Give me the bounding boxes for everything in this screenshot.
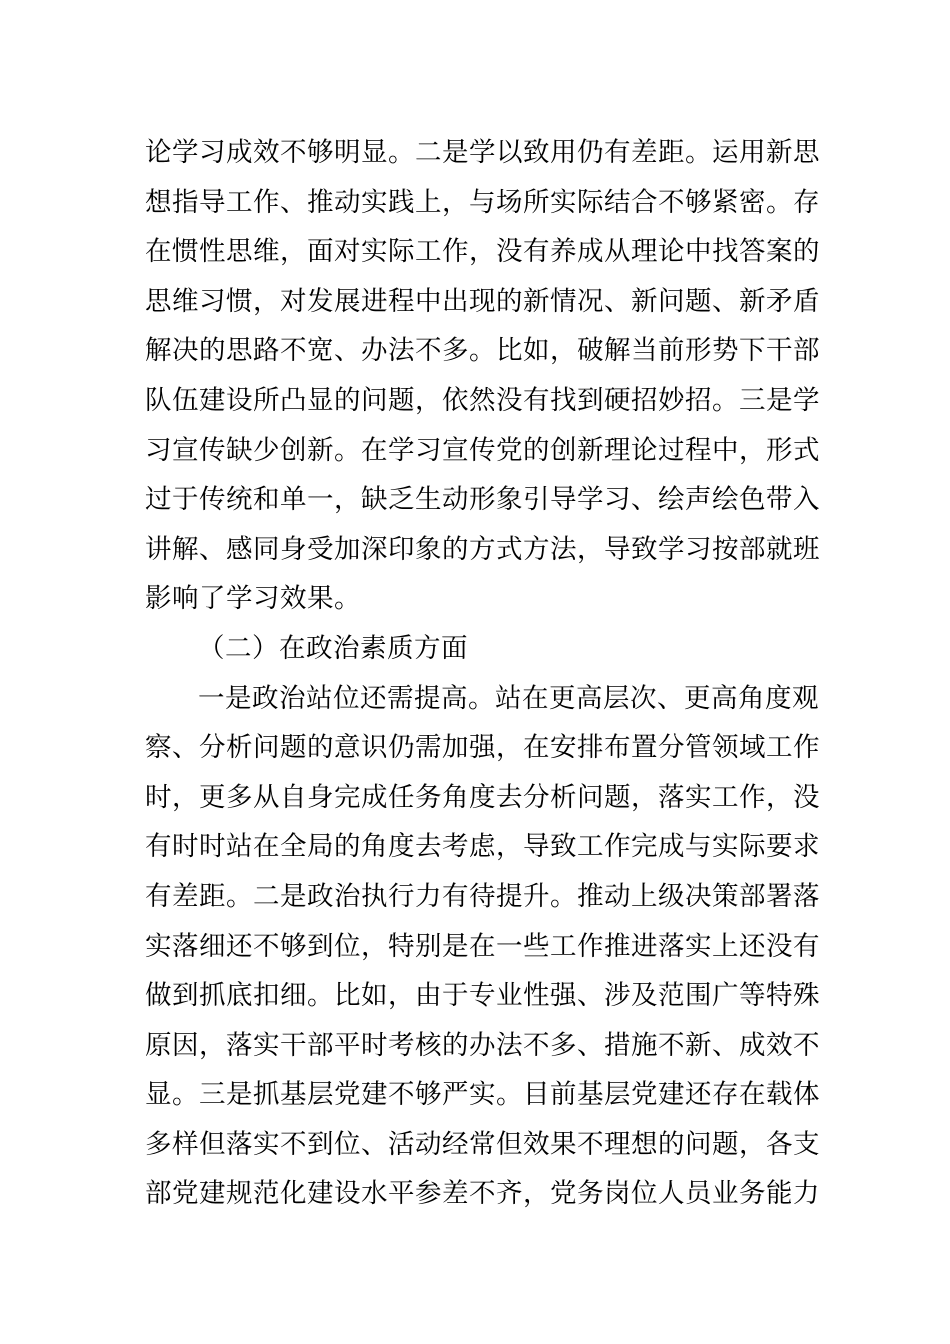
- text-line: 多样但落实不到位、活动经常但效果不理想的问题，各支: [145, 1128, 820, 1160]
- text-line: 习宣传缺少创新。在学习宣传党的创新理论过程中，形式: [145, 434, 820, 466]
- text-line: 显。三是抓基层党建不够严实。目前基层党建还存在载体: [145, 1079, 820, 1111]
- section-heading: （二）在政治素质方面: [198, 632, 468, 664]
- text-line: 时，更多从自身完成任务角度去分析问题，落实工作，没: [145, 781, 820, 813]
- text-line: 思维习惯，对发展进程中出现的新情况、新问题、新矛盾: [145, 285, 820, 317]
- text-line: 解决的思路不宽、办法不多。比如，破解当前形势下干部: [145, 335, 820, 367]
- text-line: 想指导工作、推动实践上，与场所实际结合不够紧密。存: [145, 186, 820, 218]
- text-line: 影响了学习效果。: [145, 583, 361, 615]
- text-line: 一是政治站位还需提高。站在更高层次、更高角度观: [198, 682, 819, 714]
- text-line: 做到抓底扣细。比如，由于专业性强、涉及范围广等特殊: [145, 980, 820, 1012]
- text-line: 有时时站在全局的角度去考虑，导致工作完成与实际要求: [145, 831, 820, 863]
- text-line: 察、分析问题的意识仍需加强，在安排布置分管领域工作: [145, 732, 820, 764]
- text-line: 原因，落实干部平时考核的办法不多、措施不新、成效不: [145, 1029, 820, 1061]
- text-line: 讲解、感同身受加深印象的方式方法，导致学习按部就班: [145, 533, 820, 565]
- text-line: 实落细还不够到位，特别是在一些工作推进落实上还没有: [145, 930, 820, 962]
- text-line: 论学习成效不够明显。二是学以致用仍有差距。运用新思: [145, 137, 820, 168]
- text-line: 过于传统和单一，缺乏生动形象引导学习、绘声绘色带入: [145, 484, 820, 516]
- text-line: 部党建规范化建设水平参差不齐，党务岗位人员业务能力: [145, 1178, 820, 1210]
- text-line: 在惯性思维，面对实际工作，没有养成从理论中找答案的: [145, 236, 820, 268]
- body-text: [145, 128, 820, 1219]
- text-line: 有差距。二是政治执行力有待提升。推动上级决策部署落: [145, 880, 820, 912]
- text-line: 队伍建设所凸显的问题，依然没有找到硬招妙招。三是学: [145, 384, 820, 416]
